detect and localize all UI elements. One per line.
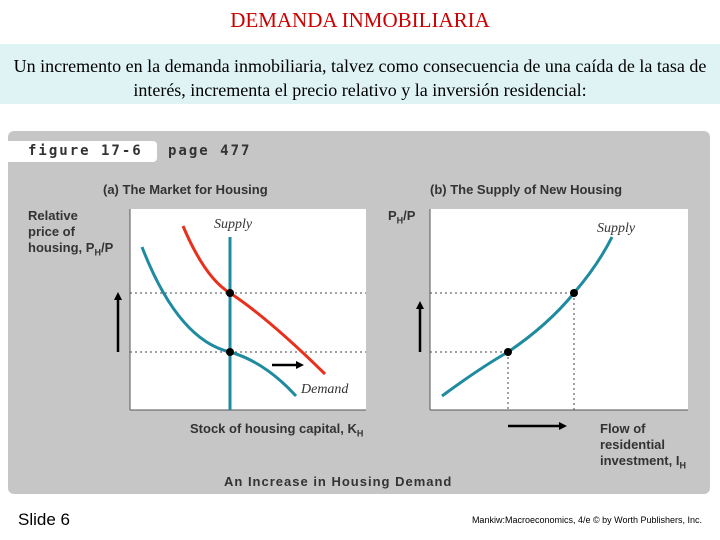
panel-a-demand-curve-new	[183, 226, 325, 374]
panel-b-title: (b) The Supply of New Housing	[430, 182, 623, 197]
slide-title: DEMANDA INMOBILIARIA	[230, 8, 490, 32]
slide-subtitle: Un incremento en la demanda inmobiliaria, talvez como consecuencia de una caída de la tasa de interés, incrementa el precio relativo y la inversión residencial:	[13, 56, 707, 100]
panel-b-supply-label: Supply	[597, 221, 636, 236]
panel-b-point-low	[504, 348, 512, 356]
panel-a-title: (a) The Market for Housing	[103, 182, 268, 197]
panel-a-x-label: Stock of housing capital, $K_H$	[190, 421, 364, 439]
panel-b-supply-curve	[442, 237, 612, 396]
panel-a-supply-label: Supply	[214, 217, 253, 232]
panel-b-y-label: $P_H/P$	[388, 208, 416, 226]
figure-page: page 477	[168, 143, 252, 159]
figure-bottom-title: An Increase in Housing Demand	[224, 474, 453, 489]
panel-a-axes	[130, 209, 366, 410]
panel-a-point-low	[226, 348, 234, 356]
panel-a-demand-label: Demand	[301, 382, 349, 397]
credit-line: Mankiw:Macroeconomics, 4/e © by Worth Publishers, Inc.	[471, 515, 702, 525]
slide-number: Slide 6	[18, 510, 70, 529]
panel-b-x-label: Flow of residential investment, $I_H$	[600, 421, 686, 471]
figure-tag: figure 17-6	[28, 143, 143, 159]
panel-b-point-high	[570, 289, 578, 297]
panel-a-point-high	[226, 289, 234, 297]
panel-a-demand-curve-initial	[142, 247, 296, 396]
panel-a-y-label: Relative price of housing, $P_H/P$	[28, 208, 114, 258]
